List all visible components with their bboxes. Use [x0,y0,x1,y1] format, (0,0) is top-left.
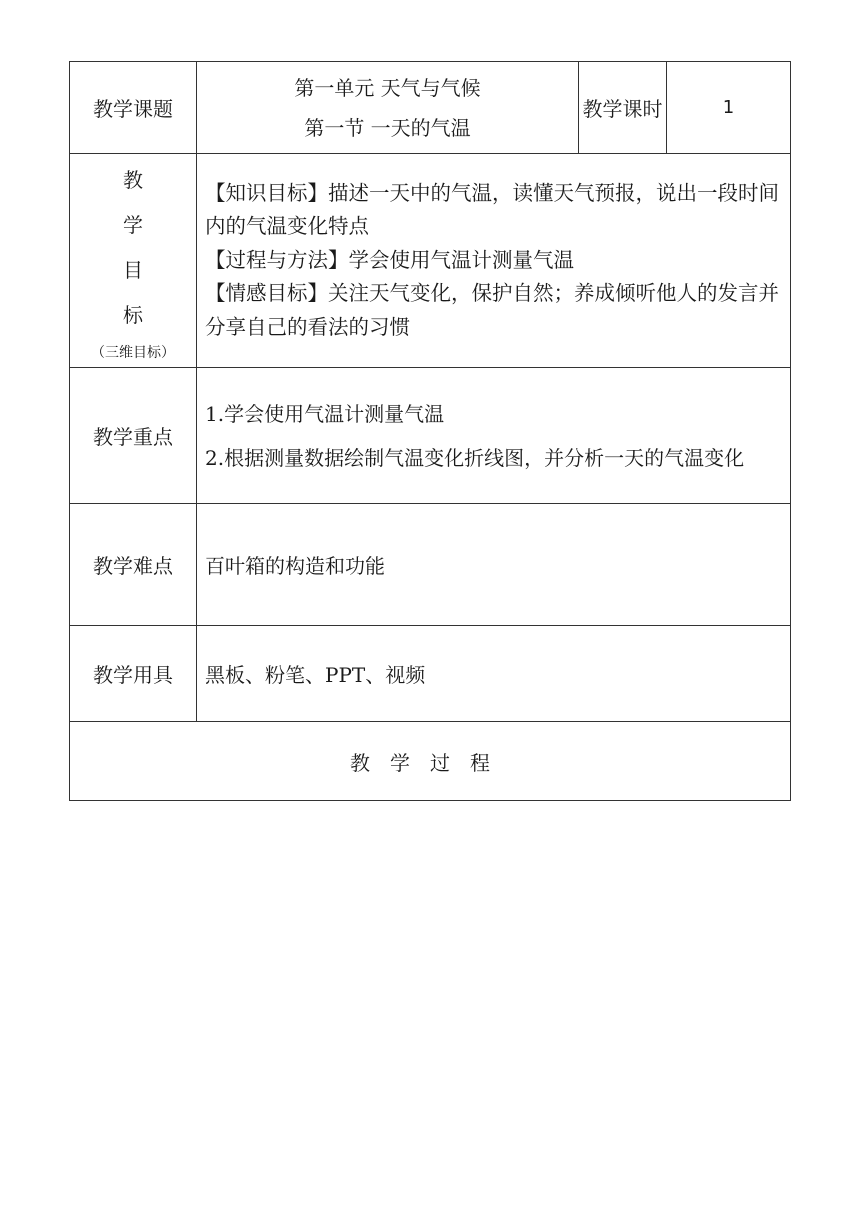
objectives-content [197,154,791,368]
objectives-label-char: 目 [123,257,143,282]
objectives-label-char: 标 [123,302,143,327]
objectives-label-sub: （三维目标） [91,344,175,361]
tools-row [70,626,791,722]
topic-label: 教学课题 [70,62,197,154]
tools-content: 黑板、粉笔、PPT、视频 [197,626,791,722]
difficulties-label: 教学难点 [70,504,197,626]
difficulties-content: 百叶箱的构造和功能 [197,504,791,626]
hours-value: 1 [667,62,791,154]
difficulties-row [70,504,791,626]
objective-process: 【过程与方法】学会使用气温计测量气温 [205,247,574,272]
topic-title [197,62,579,154]
objectives-label [70,154,197,368]
tools-label: 教学用具 [70,626,197,722]
objective-knowledge: 【知识目标】描述一天中的气温，读懂天气预报，说出一段时间内的气温变化特点 [205,180,779,239]
key-point-item: 2.根据测量数据绘制气温变化折线图，并分析一天的气温变化 [205,445,745,470]
objectives-label-char: 学 [123,212,143,237]
hours-label: 教学课时 [579,62,667,154]
lesson-plan-table [69,61,791,801]
topic-section-line: 第一节 一天的气温 [304,115,471,140]
objectives-label-char: 教 [123,167,143,192]
key-point-item: 1.学会使用气温计测量气温 [205,401,445,426]
objectives-row [70,154,791,368]
process-heading: 教学过程 [70,722,791,801]
key-points-row [70,368,791,504]
topic-unit-line: 第一单元 天气与气候 [294,75,481,100]
process-row [70,722,791,801]
key-points-content [197,368,791,504]
key-points-label: 教学重点 [70,368,197,504]
objective-emotion: 【情感目标】关注天气变化，保护自然；养成倾听他人的发言并分享自己的看法的习惯 [205,281,779,339]
topic-row [70,62,791,154]
